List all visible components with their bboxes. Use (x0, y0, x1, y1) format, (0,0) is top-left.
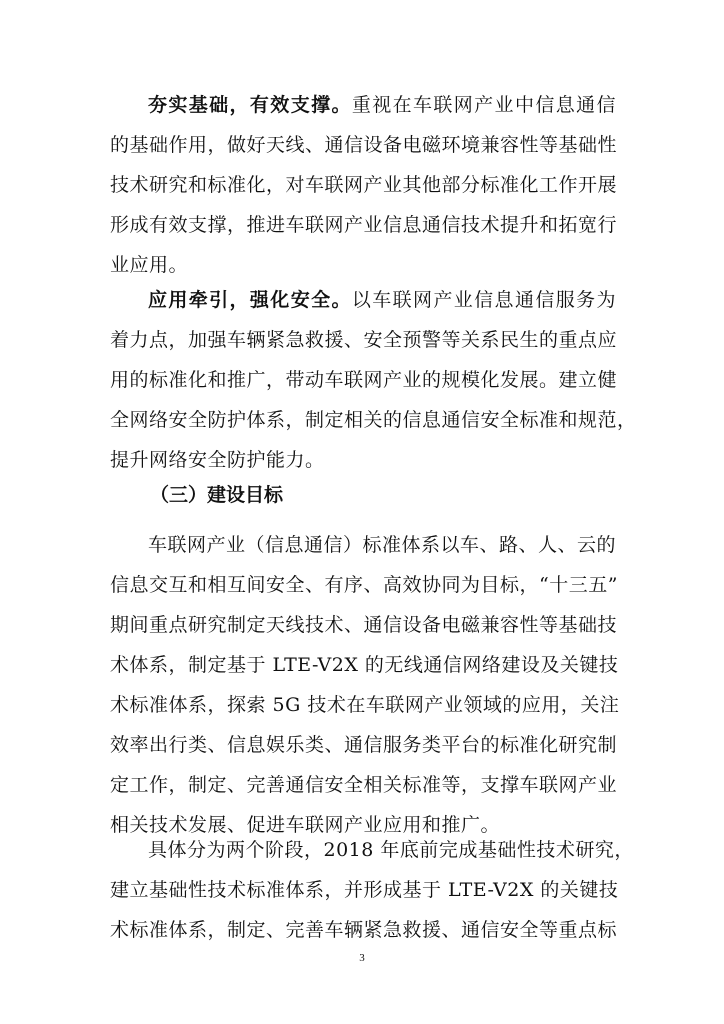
paragraph-line: 的基础作用，做好天线、通信设备电磁环境兼容性等基础性 (110, 134, 618, 156)
paragraph-line: 期间重点研究制定天线技术、通信设备电磁兼容性等基础技 (110, 614, 618, 636)
paragraph-line: 形成有效支撑，推进车联网产业信息通信技术提升和拓宽行 (110, 214, 618, 236)
section-heading: （三）建设目标 (150, 484, 284, 506)
paragraph-line: 提升网络安全防护能力。 (110, 449, 325, 471)
paragraph-line: 术标准体系，探索 5G 技术在车联网产业领域的应用，关注 (110, 694, 620, 716)
paragraph-application-security (110, 280, 637, 480)
paragraph-line: 夯实基础，有效支撑。重视在车联网产业中信息通信 (148, 94, 616, 116)
lead-phrase: 应用牵引，强化安全。 (148, 289, 352, 311)
paragraph-line: 着力点，加强车辆紧急救援、安全预警等关系民生的重点应 (110, 329, 618, 351)
paragraph-line: 具体分为两个阶段，2018 年底前完成基础性技术研究， (148, 839, 634, 861)
paragraph-line: 术体系，制定基于 LTE-V2X 的无线通信网络建设及关键技 (110, 654, 619, 676)
paragraph-solid-foundation (110, 85, 616, 285)
paragraph-line: 相关技术发展、促进车联网产业应用和推广。 (110, 814, 501, 836)
paragraph-stages (110, 830, 634, 950)
paragraph-line: 全网络安全防护体系，制定相关的信息通信安全标准和规范， (110, 409, 637, 431)
paragraph-line: 信息交互和相互间安全、有序、高效协同为目标，“十三五” (110, 574, 618, 596)
paragraph-construction-goals (110, 525, 620, 845)
paragraph-line: 术标准体系，制定、完善车辆紧急救援、通信安全等重点标 (110, 919, 618, 941)
lead-phrase: 夯实基础，有效支撑。 (148, 94, 352, 116)
paragraph-line: 应用牵引，强化安全。以车联网产业信息通信服务为 (148, 289, 616, 311)
paragraph-line: 业应用。 (110, 254, 189, 276)
paragraph-line: 技术研究和标准化，对车联网产业其他部分标准化工作开展 (110, 174, 618, 196)
paragraph-line: 车联网产业（信息通信）标准体系以车、路、人、云的 (148, 534, 617, 556)
page-number: 3 (359, 952, 365, 964)
paragraph-line: 定工作，制定、完善通信安全相关标准等，支撑车联网产业 (110, 774, 618, 796)
paragraph-line: 建立基础性技术标准体系，并形成基于 LTE-V2X 的关键技 (110, 879, 619, 901)
paragraph-line: 效率出行类、信息娱乐类、通信服务类平台的标准化研究制 (110, 734, 618, 756)
paragraph-line: 用的标准化和推广，带动车联网产业的规模化发展。建立健 (110, 369, 618, 391)
